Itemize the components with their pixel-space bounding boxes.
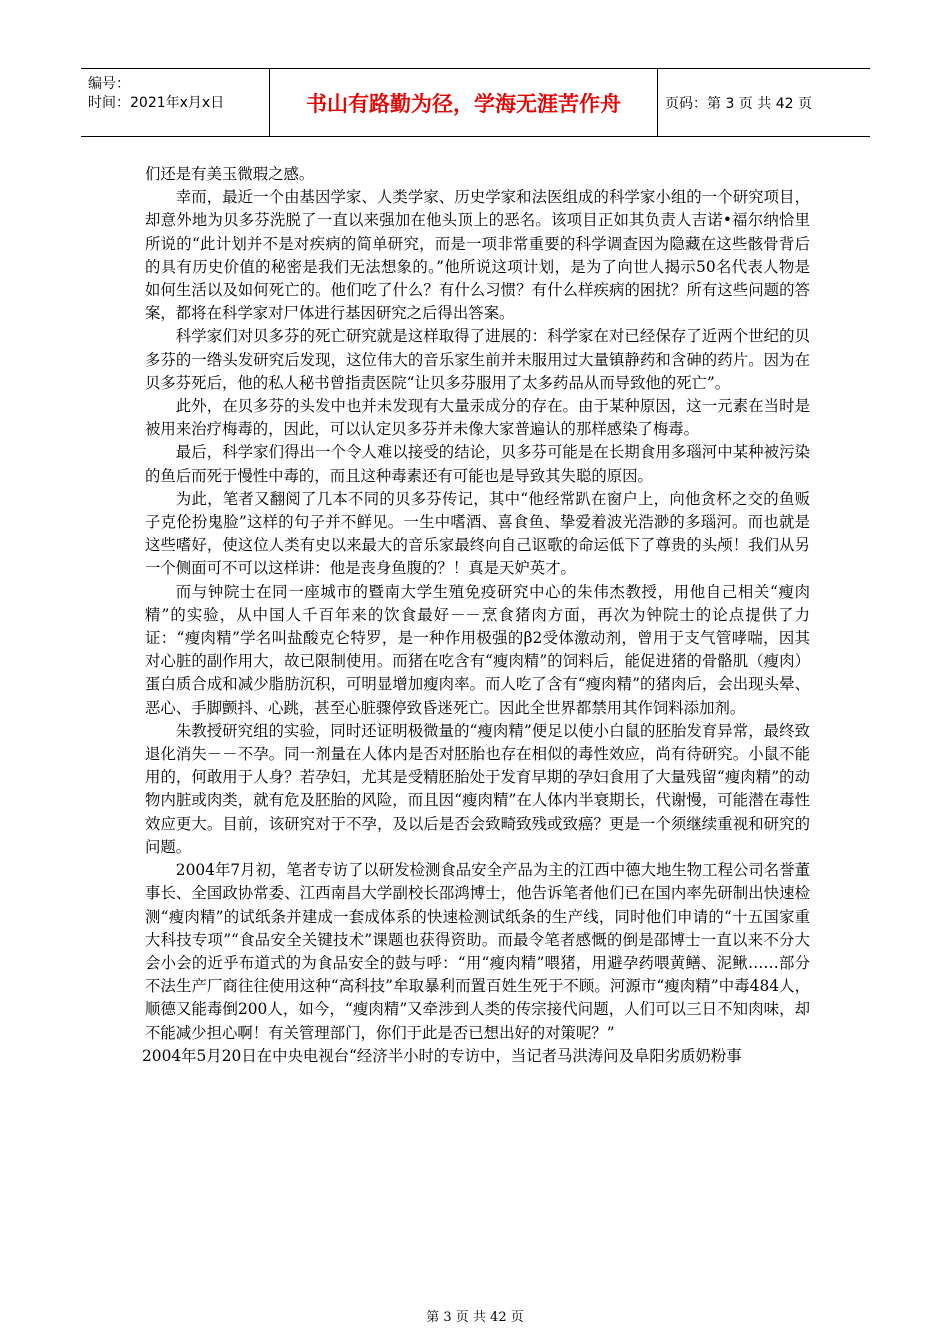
header-date: 时间：2021年x月x日 [88, 95, 225, 111]
paragraph: 2004年5月20日在中央电视台“经济半小时的专访中，当记者马洪涛问及阜阳劣质奶粉事 [142, 1046, 742, 1065]
paragraph: 幸而，最近一个由基因学家、人类学家、历史学家和法医组成的科学家小组的一个研究项目，却意外地为贝多芬洗脱了一直以来强加在他头顶上的恶名。该项目正如其负责人吉诺•福尔纳恰里所说的“此计划并不是对疾病的简单研究，而是一项非常重要的科学调查因为隐藏在这些骸骨背后的具有历史价值的秘密是我们无法想象的。”他所说这项计划，是为了向世人揭示50名代表人物是如何生活以及如何死亡的。他们吃了什么？有什么习惯？有什么样疾病的困扰？所有这些问题的答案，都将在科学家对尸体进行基因研究之后得出答案。 [145, 188, 810, 323]
paragraph: 朱教授研究组的实验，同时还证明极微量的“瘦肉精”便足以使小白鼠的胚胎发育异常，最终致退化消失－－不孕。同一剂量在人体内是否对胚胎也存在相似的毒性效应，尚有待研究。小鼠不能用的，何敢用于人身？若孕妇，尤其是受精胚胎处于发育早期的孕妇食用了大量残留“瘦肉精”的动物内脏或肉类，就有危及胚胎的风险，而且因“瘦肉精”在人体内半衰期长，代谢慢，可能潜在毒性效应更大。目前，该研究对于不孕，及以后是否会致畸致残或致癌？更是一个须继续重视和研究的问题。 [145, 721, 810, 856]
header-divider [657, 69, 658, 136]
page-footer: 第 3 页 共 42 页 [426, 1310, 524, 1325]
paragraph: 而与钟院士在同一座城市的暨南大学生殖免疫研究中心的朱伟杰教授，用他自己相关“瘦肉精”的实验，从中国人千百年来的饮食最好－－烹食猪肉方面，再次为钟院士的论点提供了力证：“瘦肉精”学名叫盐酸克仑特罗，是一种作用极强的β2受体激动剂，曾用于支气管哮喘，因其对心脏的副作用大，故已限制使用。而猪在吃含有“瘦肉精”的饲料后，能促进猪的骨骼肌（瘦肉）蛋白质合成和减少脂肪沉积，可明显增加瘦肉率。而人吃了含有“瘦肉精”的猪肉后，会出现头晕、恶心、手脚颤抖、心跳，甚至心脏骤停致昏迷死亡。因此全世界都禁用其作饲料添加剂。 [145, 582, 810, 717]
header-meta [81, 69, 269, 136]
paragraph: 2004年7月初，笔者专访了以研发检测食品安全产品为主的江西中德大地生物工程公司名誉董事长、全国政协常委、江西南昌大学副校长邵鸿博士，他告诉笔者他们已在国内率先研制出快速检测“瘦肉精”的试纸条并建成一套成体系的快速检测试纸条的生产线，同时他们申请的“十五国家重大科技专项”“食品安全关键技术”课题也获得资助。而最令笔者感慨的倒是邵博士一直以来不分大会小会的近乎布道式的为食品安全的鼓与呼：“用“瘦肉精”喂猪，用避孕药喂黄鳝、泥鳅……部分不法生产厂商往往使用这种“高科技”牟取暴利而置百姓生死于不顾。河源市“瘦肉精”中毒484人，顺德又能毒倒200人，如今，“瘦肉精”又牵涉到人类的传宗接代问题，人们可以三日不知肉味，却不能减少担心啊！有关管理部门，你们于此是否已想出好的对策呢？” [145, 861, 810, 1042]
page-header [81, 68, 870, 137]
paragraph: 为此，笔者又翻阅了几本不同的贝多芬传记，其中“他经常趴在窗户上，向他贪杯之交的鱼贩子克伦扮鬼脸”这样的句子并不鲜见。一生中嗜酒、喜食鱼、挚爱着波光浩渺的多瑙河。而也就是这些嗜好，使这位人类有史以来最大的音乐家最终向自己讴歌的命运低下了尊贵的头颅！我们从另一个侧面可不可以这样讲：他是丧身鱼腹的？！真是天妒英才。 [145, 489, 810, 578]
document-body [142, 163, 810, 1068]
header-number: 编号： [88, 76, 130, 92]
header-page-number: 页码：第 3 页 共 42 页 [665, 95, 812, 112]
paragraph: 最后，科学家们得出一个令人难以接受的结论，贝多芬可能是在长期食用多瑙河中某种被污染的鱼后而死于慢性中毒的，而且这种毒素还有可能也是导致其失聪的原因。 [145, 443, 810, 485]
paragraph: 此外，在贝多芬的头发中也并未发现有大量汞成分的存在。由于某种原因，这一元素在当时是被用来治疗梅毒的，因此，可以认定贝多芬并未像大家普遍认的那样感染了梅毒。 [145, 397, 810, 439]
paragraph: 科学家们对贝多芬的死亡研究就是这样取得了进展的：科学家在对已经保存了近两个世纪的贝多芬的一绺头发研究后发现，这位伟大的音乐家生前并未服用过大量镇静药和含砷的药片。因为在贝多芬死后，他的私人秘书曾指责医院“让贝多芬服用了太多药品从而导致他的死亡”。 [145, 327, 810, 392]
paragraph: 们还是有美玉微瑕之感。 [145, 165, 315, 183]
header-motto: 书山有路勤为径，学海无涯苦作舟 [306, 91, 621, 116]
